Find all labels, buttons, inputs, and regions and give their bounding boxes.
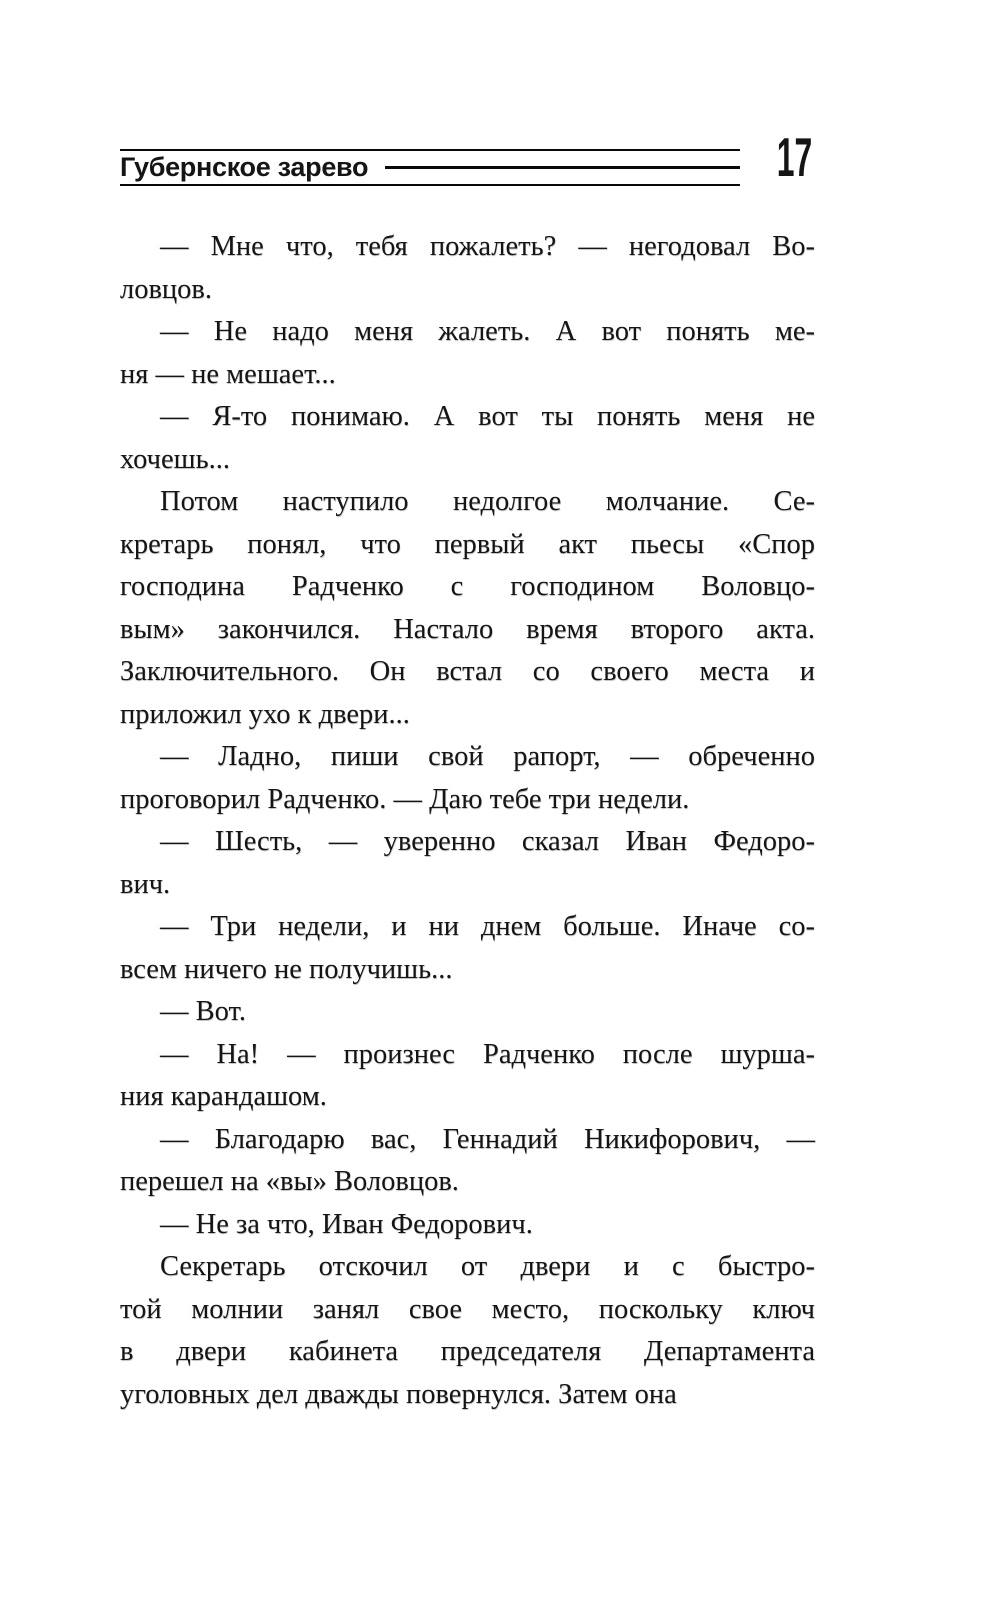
text-line: — Благодарю вас, Геннадий Никифорович, — (160, 1123, 815, 1155)
paragraph (120, 1119, 815, 1204)
paragraph (120, 991, 815, 1034)
text-line: ловцов. (120, 273, 213, 305)
text-line: той молнии занял свое место, поскольку ключ (120, 1293, 815, 1325)
text-line: господина Радченко с господином Воловцо- (120, 571, 815, 602)
text-line: ния карандашом. (120, 1081, 327, 1112)
text-line: вич. (120, 868, 171, 900)
text-line: перешел на «вы» Воловцов. (120, 1166, 459, 1197)
paragraph (120, 1246, 815, 1416)
text-line: — Ладно, пиши свой рапорт, — обреченно (160, 741, 815, 772)
text-line: кретарь понял, что первый акт пьесы «Спор (120, 528, 815, 560)
text-line: — Три недели, и ни днем больше. Иначе со- (160, 911, 815, 942)
text-line: — Мне что, тебя пожалеть? — негодовал Во- (160, 231, 815, 262)
header-rule (385, 166, 740, 169)
paragraph (120, 226, 815, 311)
text-line: — Вот. (160, 996, 246, 1027)
text-line: — Не надо меня жалеть. А вот понять ме- (160, 316, 815, 347)
text-line: уголовных дел дважды повернулся. Затем она (120, 1378, 677, 1410)
text-line: Секретарь отскочил от двери и с быстро- (160, 1251, 815, 1282)
paragraph (120, 736, 815, 821)
running-header (120, 149, 740, 186)
running-header-title: Губернское зарево (120, 152, 369, 182)
body-text (120, 226, 815, 1416)
text-line: — Не за что, Иван Федорович. (160, 1208, 533, 1240)
page-number: 17 (776, 126, 812, 188)
paragraph (120, 396, 815, 481)
text-line: ня — не мешает... (120, 358, 336, 390)
text-line: хочешь... (120, 443, 230, 475)
text-line: проговорил Радченко. — Даю тебе три недели. (120, 783, 690, 815)
text-line: приложил ухо к двери... (120, 698, 410, 730)
text-line: — Я-то понимаю. А вот ты понять меня не (160, 401, 815, 432)
text-line: всем ничего не получишь... (120, 953, 453, 985)
paragraph (120, 481, 815, 736)
text-line: вым» закончился. Настало время второго акта. (120, 613, 815, 645)
text-line: — На! — произнес Радченко после шурша- (160, 1038, 815, 1070)
text-line: Потом наступило недолгое молчание. Се- (160, 486, 815, 517)
text-line: Заключительного. Он встал со своего места и (120, 656, 815, 687)
text-line: — Шесть, — уверенно сказал Иван Федоро- (160, 826, 815, 857)
paragraph (120, 1204, 815, 1247)
paragraph (120, 1034, 815, 1119)
paragraph (120, 821, 815, 906)
text-line: в двери кабинета председателя Департамента (120, 1336, 815, 1367)
paragraph (120, 311, 815, 396)
paragraph (120, 906, 815, 991)
